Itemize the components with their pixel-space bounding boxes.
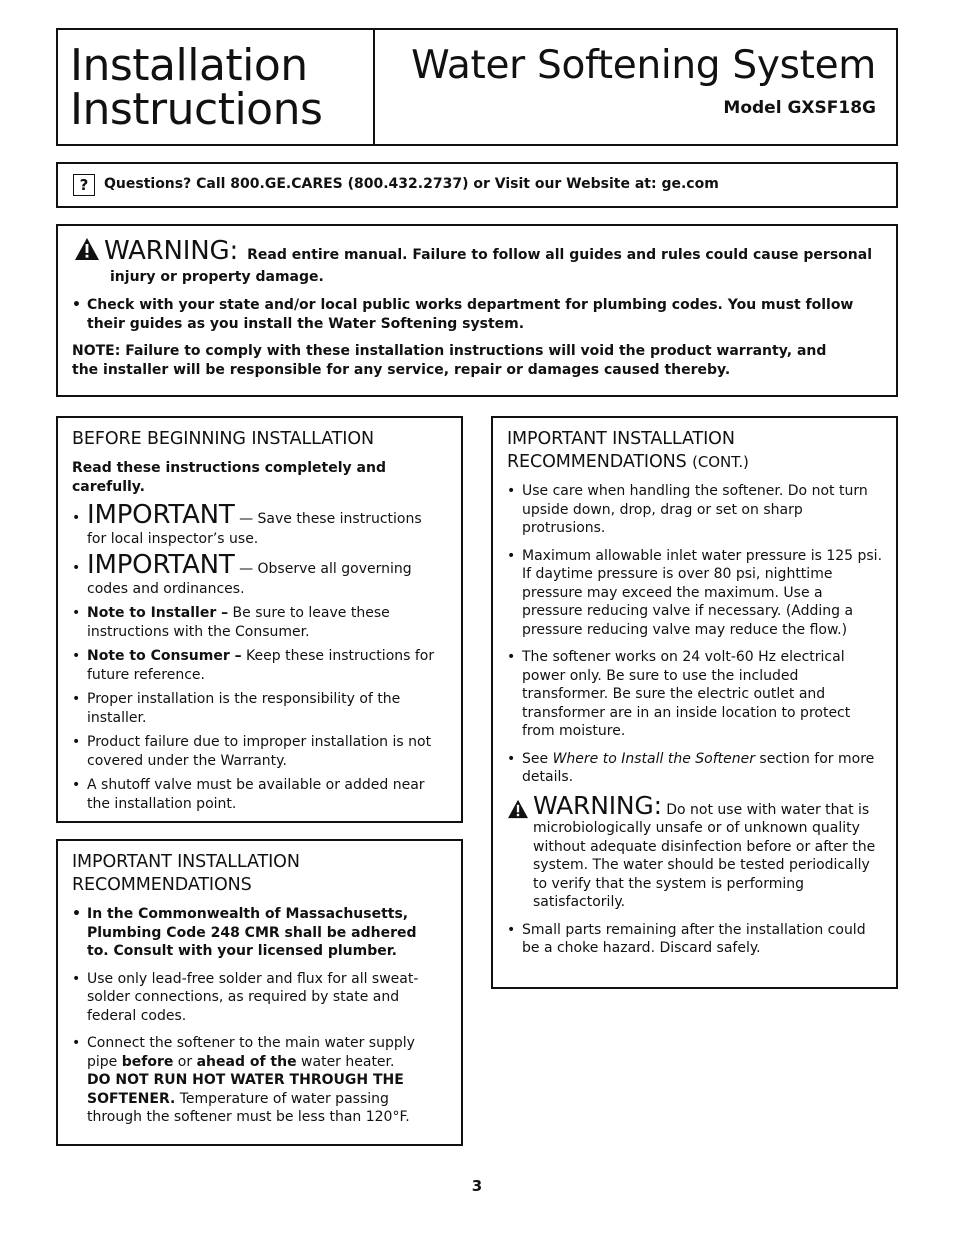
recommendations-cont-last [507, 921, 882, 958]
inline-warning-text: Do not use with water that is microbiologically unsafe or of unknown quality without adequate disinfection before or after the system. The water should be tested periodically to verify that the system is performing satisfactorily. [533, 801, 876, 910]
list-item: • Proper installation is the responsibility of the installer. [72, 690, 451, 727]
list-item: • Note to Installer – Be sure to leave these instructions with the Consumer. [72, 604, 451, 641]
important-1-word: IMPORTANT [87, 500, 235, 530]
cont-label: (CONT.) [692, 453, 749, 471]
warning-bullet: • Check with your state and/or local public works department for plumbing codes. You must follow their guides as you install the Water Softening system. [72, 296, 868, 333]
before-subtitle: Read these instructions completely and carefully. [72, 460, 386, 495]
warning-lead: Read entire manual. Failure to follow all guides and rules could cause personal [247, 247, 872, 263]
warning-word: WARNING: [104, 236, 239, 266]
list-item: • Connect the softener to the main water supply pipe before or ahead of the water heater. DO NOT RUN HOT WATER THROUGH THE SOFTENER. Temperature of water passing through the softener must be less than 120°F. [72, 1034, 433, 1127]
before-beginning-box [56, 416, 463, 823]
important-1: • IMPORTANT — Save these instructions for local inspector’s use. [72, 500, 422, 547]
list-item: • Maximum allowable inlet water pressure is 125 psi. If daytime pressure is over 80 psi, nighttime pressure may exceed the maximum. Use a pressure reducing valve if necessary. (Adding a pressure reducing valve may reduce the flow.) [507, 547, 882, 640]
important-2-word: IMPORTANT [87, 550, 235, 580]
list-item: • A shutoff valve must be available or added near the installation point. [72, 776, 451, 813]
list-item: • Use care when handling the softener. Do not turn upside down, drop, drag or set on sharp protrusions. [507, 482, 882, 538]
important-2: • IMPORTANT — Observe all governing codes and ordinances. [72, 550, 412, 597]
recommendations-box [56, 839, 463, 1146]
warning-heading [74, 236, 876, 266]
warning-list [72, 296, 868, 333]
questions-bar [56, 162, 898, 208]
recommendations-cont-title: IMPORTANT INSTALLATION RECOMMENDATIONS (CONT.) [507, 429, 749, 472]
before-list [72, 604, 451, 813]
recommendations-title: IMPORTANT INSTALLATION RECOMMENDATIONS [72, 852, 300, 895]
list-item: • See Where to Install the Softener section for more details. [507, 750, 882, 787]
header-left [58, 30, 375, 144]
page-title: Water Softening System [411, 43, 876, 88]
important-1-text-2: for local inspector’s use. [87, 531, 259, 547]
warning-icon [507, 799, 529, 819]
page-number: 3 [471, 1177, 483, 1195]
before-title: BEFORE BEGINNING INSTALLATION [72, 429, 375, 449]
list-item: • Use only lead-free solder and flux for all sweat-solder connections, as required by state and federal codes. [72, 970, 433, 1026]
question-icon: ? [73, 174, 95, 196]
important-2-text-2: codes and ordinances. [87, 581, 245, 597]
header-instructions: Instructions [70, 84, 323, 135]
warning-box [56, 224, 898, 397]
warning-word: WARNING: [533, 790, 662, 820]
inline-warning [507, 790, 882, 912]
list-item: • In the Commonwealth of Massachusetts, Plumbing Code 248 CMR shall be adhered to. Consult with your licensed plumber. [72, 905, 433, 961]
list-item: • Note to Consumer – Keep these instructions for future reference. [72, 647, 451, 684]
recommendations-cont-box [491, 416, 898, 989]
warning-icon [74, 237, 100, 261]
list-item: • Product failure due to improper installation is not covered under the Warranty. [72, 733, 451, 770]
list-item: • Small parts remaining after the installation could be a choke hazard. Discard safely. [507, 921, 882, 958]
list-item: • The softener works on 24 volt-60 Hz electrical power only. Be sure to use the included transformer. Be sure the electric outlet and transformer are in an inside location to protect from moisture. [507, 648, 882, 741]
important-2-text: — Observe all governing [239, 561, 412, 577]
recommendations-list [72, 905, 433, 1127]
header-installation: Installation [70, 40, 308, 91]
header-box [56, 28, 898, 146]
important-1-text: — Save these instructions [239, 511, 422, 527]
questions-text: Questions? Call 800.GE.CARES (800.432.2737) or Visit our Website at: ge.com [104, 176, 719, 192]
model-number: Model GXSF18G [723, 98, 876, 118]
warning-lead-continued: injury or property damage. [110, 269, 324, 285]
recommendations-cont-list [507, 482, 882, 787]
warning-note: NOTE: Failure to comply with these installation instructions will void the product warranty, and the installer will be responsible for any service, repair or damages caused thereby. [72, 343, 827, 378]
